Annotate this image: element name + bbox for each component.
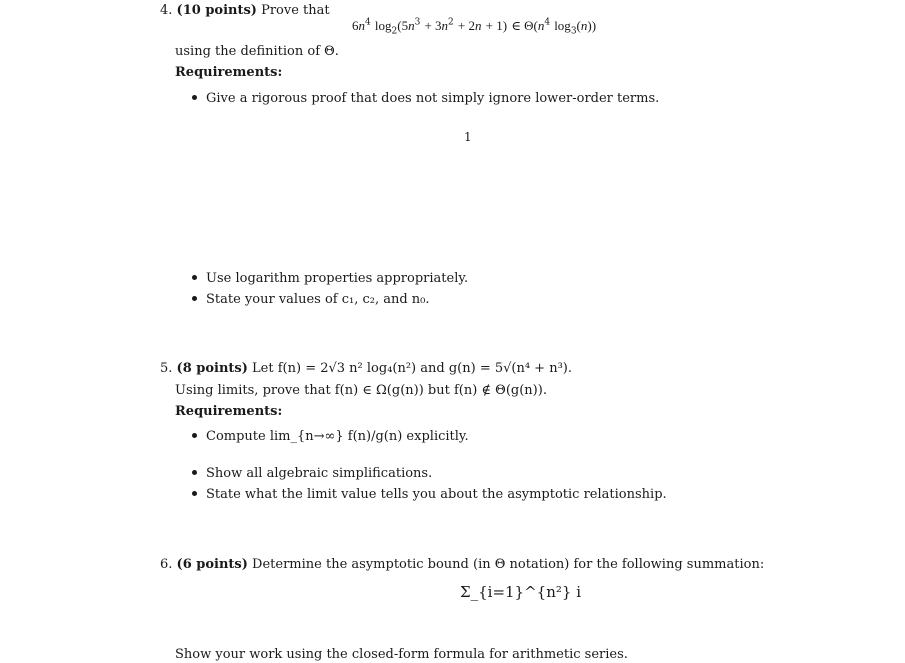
problem-5-bullet-3 [192,488,667,501]
bullet-icon [192,491,197,496]
problem-5-bullet-1 [192,430,469,443]
bullet-icon [192,470,197,475]
problem-6-points: (6 points) [176,557,248,572]
bullet-text: Compute lim_{n→∞} f(n)/g(n) explicitly. [206,429,469,444]
problem-4-header [160,4,330,17]
bullet-text: Give a rigorous proof that does not simply ignore lower-order terms. [206,91,660,106]
problem-5-requirements-label: Requirements: [175,404,283,419]
bullet-icon [192,296,197,301]
bullet-text: Use logarithm properties appropriately. [206,271,469,286]
problem-6-closing: Show your work using the closed-form formula for arithmetic series. [175,647,628,662]
problem-4-after-formula: using the definition of Θ. [175,44,339,59]
bullet-icon [192,275,197,280]
problem-5-header [160,362,572,375]
problem-4-requirements-label: Requirements: [175,65,283,80]
page-number: 1 [464,130,472,144]
problem-4-bullet-3 [192,293,430,306]
bullet-text: State what the limit value tells you about the asymptotic relationship. [206,487,667,502]
problem-4-bullet-2 [192,272,468,285]
problem-6-statement: Determine the asymptotic bound (in Θ notation) for the following summation: [252,557,765,572]
problem-6-summation: Σ_{i=1}^{n²} i [460,583,581,601]
bullet-text: Show all algebraic simplifications. [206,466,433,481]
problem-5-bullet-2 [192,467,432,480]
bullet-icon [192,95,197,100]
problem-6-number: 6. [160,557,173,572]
problem-4-number: 4. [160,3,173,18]
problem-5-number: 5. [160,361,173,376]
problem-4-points: (10 points) [176,3,257,18]
bullet-icon [192,433,197,438]
problem-5-task: Using limits, prove that f(n) ∈ Ω(g(n)) but f(n) ∉ Θ(g(n)). [175,383,547,398]
problem-5-statement: Let f(n) = 2√3 n² log₄(n²) and g(n) = 5√(n⁴ + n³). [252,361,572,376]
problem-5-points: (8 points) [176,361,248,376]
problem-6-header [160,558,764,571]
problem-4-bullet-1 [192,92,659,105]
problem-4-formula: $6n^4$ $\log_2(5n^3 + 3n^2 + 2n + 1)$ ∈ $\Theta(n^4$ $\log_3(n)$) [352,17,597,37]
bullet-text: State your values of c₁, c₂, and n₀. [206,292,430,307]
problem-4-intro: Prove that [261,3,330,18]
